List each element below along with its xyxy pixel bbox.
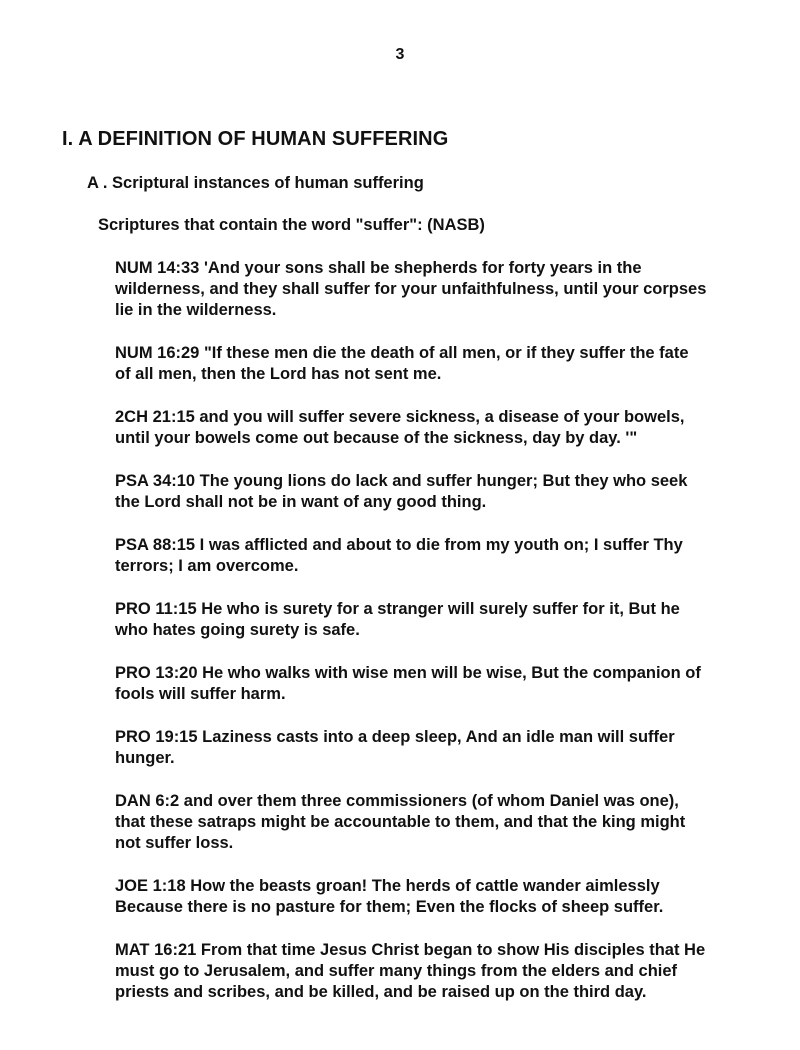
verse-paragraph: 2CH 21:15 and you will suffer severe sickness, a disease of your bowels, until your bowels come out because of the sickness, day by day. '"	[115, 408, 685, 447]
verse-paragraph: NUM 16:29 "If these men die the death of all men, or if they suffer the fate of all men, then the Lord has not sent me.	[115, 344, 689, 383]
verse-paragraph: PSA 34:10 The young lions do lack and suffer hunger; But they who seek the Lord shall not be in want of any good thing.	[115, 472, 688, 511]
verse-paragraph: DAN 6:2 and over them three commissioners (of whom Daniel was one), that these satraps might be accountable to them, and that the king might not suffer loss.	[115, 792, 686, 852]
verse-paragraph: PRO 19:15 Laziness casts into a deep sleep, And an idle man will suffer hunger.	[115, 728, 675, 767]
page-number: 3	[395, 46, 405, 63]
verse-paragraph: MAT 16:21 From that time Jesus Christ began to show His disciples that He must go to Jerusalem, and suffer many things from the elders and chief priests and scribes, and be killed, and be raised up on the third day.	[115, 941, 706, 1001]
section-heading: I. A DEFINITION OF HUMAN SUFFERING	[62, 128, 449, 150]
verse-paragraph: PRO 11:15 He who is surety for a stranger will surely suffer for it, But he who hates going surety is safe.	[115, 600, 680, 639]
verse-paragraph: NUM 14:33 'And your sons shall be shepherds for forty years in the wilderness, and they shall suffer for your unfaithfulness, until your corpses lie in the wilderness.	[115, 259, 707, 319]
subsection-heading: A . Scriptural instances of human suffering	[87, 174, 424, 192]
scripture-intro-line: Scriptures that contain the word "suffer": (NASB)	[98, 216, 485, 234]
verse-list	[115, 258, 745, 1025]
verse-paragraph: JOE 1:18 How the beasts groan! The herds of cattle wander aimlessly Because there is no pasture for them; Even the flocks of sheep suffer.	[115, 877, 664, 916]
verse-paragraph: PRO 13:20 He who walks with wise men will be wise, But the companion of fools will suffer harm.	[115, 664, 701, 703]
verse-paragraph: PSA 88:15 I was afflicted and about to die from my youth on; I suffer Thy terrors; I am overcome.	[115, 536, 683, 575]
